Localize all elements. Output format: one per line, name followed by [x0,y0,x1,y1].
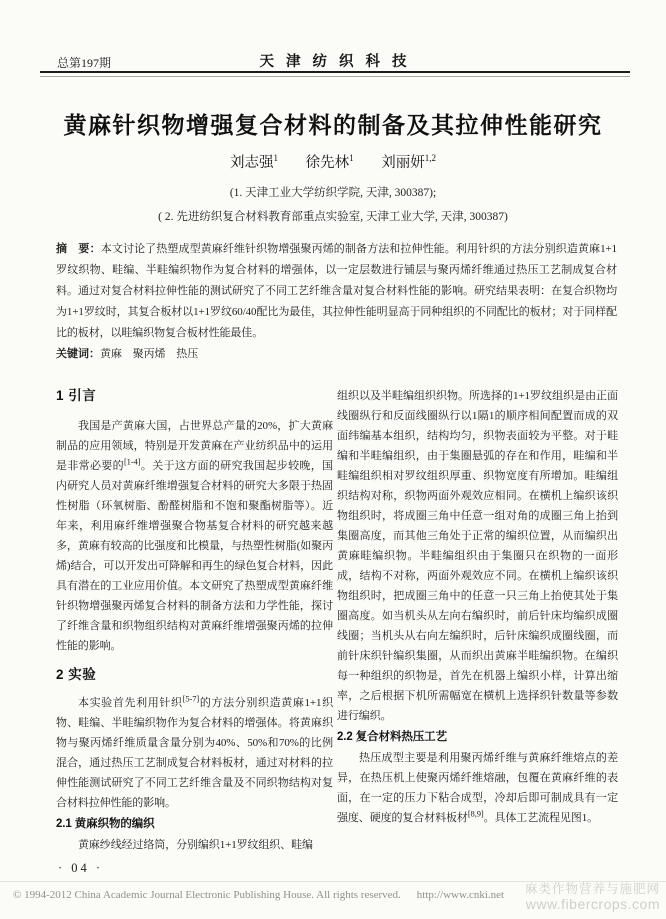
cnki-url: http://www.cnki.net [416,889,505,901]
page-number: · 04 · [58,861,104,875]
experiment-text-a: 本实验首先利用针织 [78,697,183,709]
watermark-chinese: 麻类作物营养与施肥网 [524,882,660,896]
abstract-block [56,239,617,365]
author-2 [306,155,354,171]
keywords-line [56,344,617,365]
column-left [56,386,333,855]
author-1 [230,155,278,171]
paper-title: 黄麻针织物增强复合材料的制备及其拉伸性能研究 [63,113,603,139]
watermark [525,883,660,912]
section-2-heading: 2 实验 [56,667,97,682]
section-2-2-heading: 2.2 复合材料热压工艺 [337,731,447,743]
authors-line [0,151,666,172]
section-2-1-continuation: 组织以及半畦编组织织物。所选择的1+1罗纹组织是由正面线圈纵行和反面线圈纵行以1隔1的顺序相间配置而成的双面纬编基本组织，结构均匀，织物表面较为平整。对于畦编和半畦编组织，由于集圈悬弧的存在和作用，畦编和半畦编组织相对罗纹组织厚重、织物宽度有所增加。畦编组织结构对称，织物两面外观效应相同。在横机上编织该织物组织时，将成圈三角中任意一组对角的成圈三角上抬到集圈高度，而其他三角处于正常的编织位置，从而编织出黄麻畦编织物。半畦编组织由于集圈只在织物的一面形成，结构不对称，两面外观效应不同。在横机上编织该织物组织时，把成圈三角中的任意一只三角上抬使其处于集圈高度。如当机头从左向右编织时，前后针床均编织成圈线圈；当机头从右向左编织时，后针床编织成圈线圈，而前针床织针编织集圈，从而织出黄麻半畦编织物。在编织每一种组织的织物是，首先在机器上编织小样，计算出缩率，之后根据下机所需幅宽在横机上选择织针数量等参数进行编织。 [337,390,618,722]
intro-text-b: 。关于这方面的研究我国起步较晚，国内研究人员对黄麻纤维增强复合材料的研究大多限于热固性树脂（环氧树脂、酚醛树脂和不饱和聚酯树脂等）。近年来，利用麻纤维增强聚合物基复合材料的研究越来越多，黄麻有较高的比强度和比模量，与热塑性树脂(如聚丙烯)结合，可以开发出可降解和再生的绿色复合材料，因此具有潜在的工业应用价值。本文研究了热塑成型黄麻纤维针织物增强聚丙烯复合材料的制备方法和力学性能，探讨了纤维含量和织物组织结构对黄麻纤维增强聚丙烯的拉伸性能的影响。 [56,460,333,652]
hotpress-text-a: 热压成型主要是利用聚丙烯纤维与黄麻纤维熔点的差异，在热压机上使聚丙烯纤维熔融，包覆在黄麻纤维的表面，在一定的压力下粘合成型，冷却后即可制成具有一定强度、硬度的复合材料板材 [337,752,618,824]
intro-paragraph [56,416,333,656]
author-3-name: 刘丽妍 [381,155,425,171]
section-2-1-heading: 2.1 黄麻织物的编织 [56,818,155,830]
watermark-url: www.fibercrops.com [525,895,660,912]
author-2-affmark: 1 [349,153,354,164]
author-2-name: 徐先林 [305,155,350,171]
abstract-text: 本文讨论了热塑成型黄麻纤维针织物增强聚丙烯的制备方法和拉伸性能。利用针织的方法分别织造黄麻1+1罗纹织物、畦编、半畦编织物作为复合材料的增强体，以一定层数进行铺层与聚丙烯纤维通过热压工艺制成复合材料。通过对复合材料拉伸性能的测试研究了不同工艺纤维含量对复合材料性能的影响。研究结果表明：在复合织物均为1+1罗纹时，其复合板材以1+1罗纹60/40配比为最佳，其拉伸性能明显高于同种组织的不同配比的板材；对于同样配比的板材，以畦编织物复合板材性能最佳。 [56,243,618,339]
section-1-heading: 1 引言 [56,388,97,403]
footer-strip [0,881,666,919]
experiment-text-b: 的方法分别织造黄麻1+1织物、畦编、半畦编织物作为复合材料的增强体。将黄麻织物与聚丙烯纤维质量含量分别为40%、50%和70%的比例混合，通过热压工艺制成复合材料板材，通过对材料的拉伸性能测试研究了不同工艺纤维含量及不同织物结构对复合材料拉伸性能的影响。 [56,697,333,809]
journal-title: 天津纺织科技 [259,54,419,70]
abstract-label: 摘 要： [56,243,101,255]
copyright-text: © 1994-2012 China Academic Journal Electronic Publishing House. All rights reserved. [13,889,401,901]
column-right [337,386,618,828]
abstract-paragraph [56,239,617,344]
keywords-text: 黄麻 聚丙烯 热压 [100,348,199,360]
copyright-line [13,889,504,901]
author-1-affmark: 1 [273,153,278,164]
author-1-name: 刘志强 [230,155,274,171]
author-3 [381,155,436,171]
affiliation-2: ( 2. 先进纺织复合材料教育部重点实验室, 天津工业大学, 天津, 300387) [158,211,508,223]
section-2-1-paragraph: 黄麻纱线经过络筒，分别编织1+1罗纹组织、畦编 [78,839,313,851]
section-2-2-paragraph [337,748,618,828]
header-rule [40,71,630,77]
citation-8-9: [8,9] [467,808,484,819]
keywords-label: 关键词： [56,348,100,360]
citation-5-7: [5-7] [182,693,200,704]
issue-label: 总第197期 [57,56,112,70]
author-3-affmark: 1,2 [424,153,436,164]
affiliation-1: (1. 天津工业大学纺织学院, 天津, 300387); [229,187,437,199]
intro-text-a: 我国是产黄麻大国，占世界总产量的20%，扩大黄麻制品的应用领域，特别是开发黄麻在产业纺织品中的运用是非常必要的 [56,420,333,472]
citation-1-4: [1-4] [123,456,141,467]
experiment-paragraph [56,693,333,813]
hotpress-text-b: 。具体工艺流程见图1。 [483,812,599,824]
